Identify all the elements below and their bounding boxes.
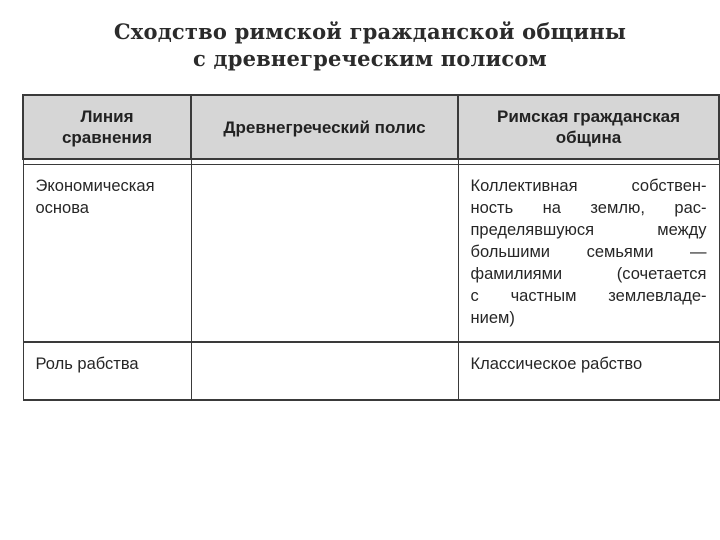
row1-label-line-1: Экономическая [35, 177, 155, 195]
row1-roman-line-3: пределявшуюся между [470, 221, 707, 239]
header-col1-line-2: сравнения [61, 128, 153, 147]
row1-roman-line-6: с частным землевладе- [470, 287, 707, 305]
table-header-row [23, 95, 719, 159]
comparison-table [22, 94, 720, 401]
row-label-economic-basis [23, 165, 191, 343]
header-col3-line-2: община [555, 128, 622, 147]
header-greek-polis: Древнегреческий полис [191, 95, 458, 159]
cell-greek-role-of-slavery[interactable] [191, 342, 458, 400]
row2-label-line-1: Роль рабства [35, 355, 139, 373]
row-label-role-of-slavery [23, 342, 191, 400]
page-title [0, 18, 720, 72]
row1-label-line-2: основа [35, 199, 89, 217]
header-col3-line-1: Римская гражданская [496, 107, 681, 126]
title-line-1: Сходство римской гражданской общины [113, 19, 627, 44]
header-comparison-line [23, 95, 191, 159]
row1-roman-line-4: большими семьями — [470, 243, 707, 261]
row1-roman-line-5: фамилиями (сочетается [470, 265, 707, 283]
row2-roman-line-1: Классическое рабство [470, 355, 643, 373]
header-roman-community [458, 95, 719, 159]
title-line-2: с древнегреческим полисом [193, 46, 547, 71]
row1-roman-line-7: нием) [470, 309, 515, 327]
cell-roman-role-of-slavery [458, 342, 719, 400]
row1-roman-line-2: ность на землю, рас- [470, 199, 707, 217]
cell-greek-economic-basis[interactable] [191, 165, 458, 343]
table-row [23, 165, 719, 343]
row1-roman-line-1: Коллективная собствен- [470, 177, 707, 195]
table-row [23, 342, 719, 400]
cell-roman-economic-basis [458, 165, 719, 343]
header-col1-line-1: Линия [80, 107, 134, 126]
